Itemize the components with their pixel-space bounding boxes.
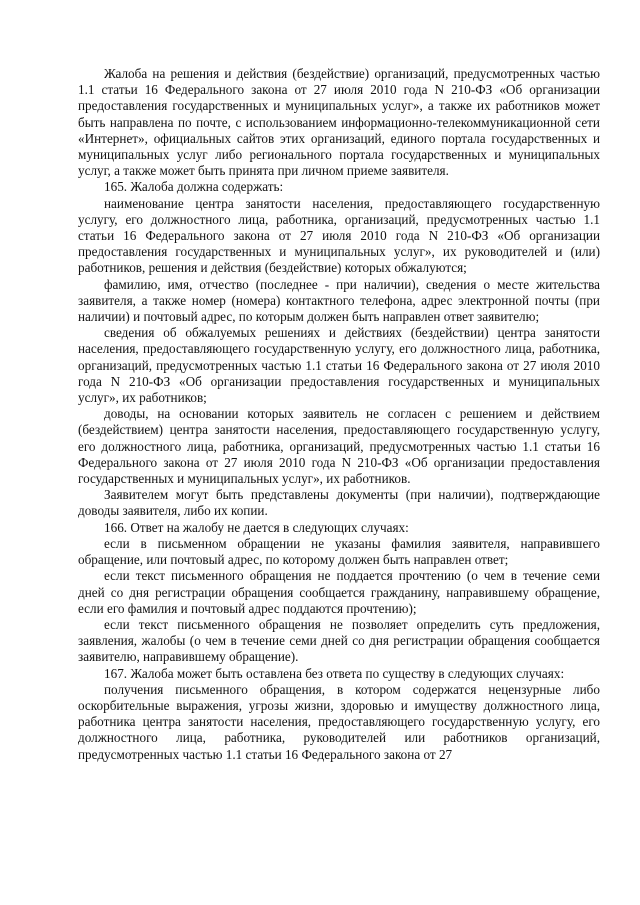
paragraph-166-item-unreadable: если текст письменного обращения не поддается прочтению (о чем в течение семи дней со дня регистрации обращения сообщается гражданину, направившему обращение, если его фамилия и почтовый адрес поддаются прочтению); <box>78 568 600 616</box>
paragraph-167-heading: 167. Жалоба может быть оставлена без ответа по существу в следующих случаях: <box>104 665 565 681</box>
paragraph-165-item-applicant: фамилию, имя, отчество (последнее - при наличии), сведения о месте жительства заявителя, а также номер (номера) контактного телефона, адрес электронной почты (при наличии) и почтовый адрес, по которым должен быть направлен ответ заявителю; <box>78 276 600 325</box>
paragraph-167-item-obscene: получения письменного обращения, в котором содержатся нецензурные либо оскорбительные выражения, угрозы жизни, здоровью и имуществу должностного лица, работника центра занятости населения, предоставляющего государственную услугу, его должностного лица, работника, руководителей или работников организаций, предусмотренных частью 1.1 статьи 16 Федерального закона от 27 <box>78 681 600 762</box>
paragraph-165-heading: 165. Жалоба должна содержать: <box>104 179 284 195</box>
paragraph-165-item-name: наименование центра занятости населения, предоставляющего государственную услугу, его должностного лица, работника, организаций, предусмотренных частью 1.1 статьи 16 Федерального закона от 27 июля 2010 года N 210-ФЗ «Об организации предоставления государственных и муниципальных услуг», их руководителей и (или) работников, решения и действия (бездействие) которых обжалуются; <box>78 195 600 276</box>
paragraph-166-item-no-name: если в письменном обращении не указаны фамилия заявителя, направившего обращение, или почтовый адрес, по которому должен быть направлен ответ; <box>78 535 600 568</box>
paragraph-165-documents: Заявителем могут быть представлены документы (при наличии), подтверждающие доводы заявителя, либо их копии. <box>78 487 600 519</box>
paragraph-165-item-decisions: сведения об обжалуемых решениях и действиях (бездействии) центра занятости населения, предоставляющего государственную услугу, его должностного лица, работника, организаций, предусмотренных частью 1.1 статьи 16 Федерального закона от 27 июля 2010 года N 210-ФЗ «Об организации предоставления государственных и муниципальных услуг», их работников; <box>78 325 600 406</box>
document-body <box>78 66 600 763</box>
paragraph-165-item-arguments: доводы, на основании которых заявитель не согласен с решением и действием (бездействием) центра занятости населения, предоставляющего государственную услугу, его должностного лица, работника, организаций, предусмотренных частью 1.1 статьи 16 Федерального закона от 27 июля 2010 года N 210-ФЗ «Об организации предоставления государственных и муниципальных услуг», их работников. <box>78 406 600 487</box>
paragraph-166-heading: 166. Ответ на жалобу не дается в следующих случаях: <box>104 519 409 535</box>
paragraph-complaint-submission: Жалоба на решения и действия (бездействие) организаций, предусмотренных частью 1.1 статьи 16 Федерального закона от 27 июля 2010 года N 210-ФЗ «Об организации предоставления государственных и муниципальных услуг», а также их работников может быть направлена по почте, с использованием информационно-телекоммуникационной сети «Интернет», официальных сайтов этих организаций, единого портала государственных и муниципальных услуг либо регионального портала государственных и муниципальных услуг, а также может быть принята при личном приеме заявителя. <box>78 66 600 179</box>
paragraph-166-item-unclear: если текст письменного обращения не позволяет определить суть предложения, заявления, жалобы (о чем в течение семи дней со дня регистрации обращения сообщается заявителю, направившему обращение). <box>78 616 600 665</box>
